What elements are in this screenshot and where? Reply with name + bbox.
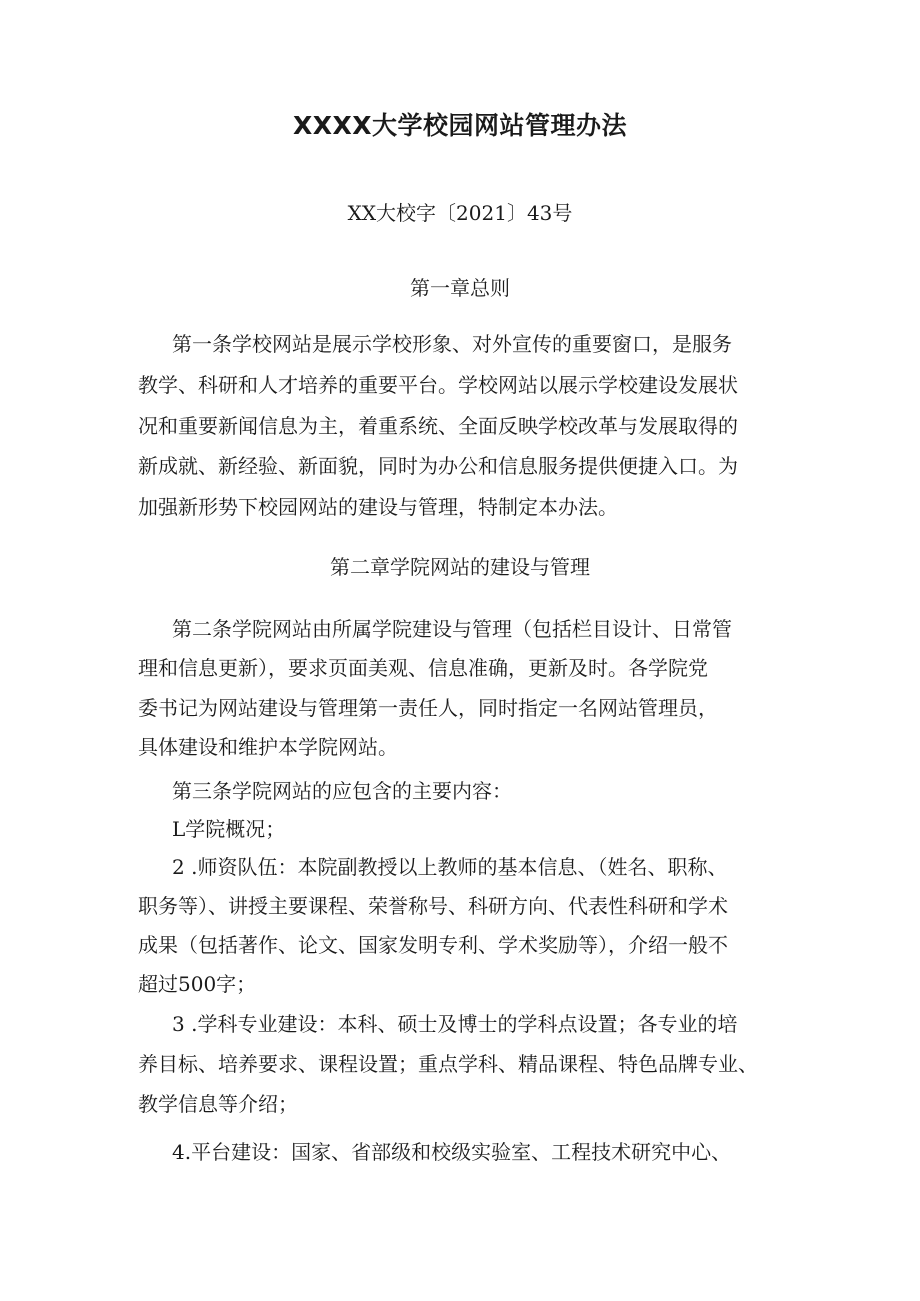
list-item-4	[138, 1132, 798, 1172]
list-item-line: 养目标、培养要求、课程设置；重点学科、精品课程、特色品牌专业、	[138, 1052, 758, 1076]
article-1-line: 第一条学校网站是展示学校形象、对外宣传的重要窗口，是服务	[172, 332, 732, 356]
list-item-line: 成果（包括著作、论文、国家发明专利、学术奖励等），介绍一般不	[138, 933, 728, 957]
list-item-2	[138, 848, 798, 1004]
chapter-2-heading: 第二章学院网站的建设与管理	[330, 555, 590, 579]
list-item-line: 超过500字；	[138, 972, 257, 996]
article-3-line: 第三条学院网站的应包含的主要内容：	[172, 779, 512, 803]
article-1-line: 教学、科研和人才培养的重要平台。学校网站以展示学校建设发展状	[138, 372, 738, 397]
article-1-line: 新成就、新经验、新面貌，同时为办公和信息服务提供便捷入口。为	[138, 454, 738, 479]
chapter-1-heading: 第一章总则	[410, 276, 510, 300]
list-item-line: 3 .学科专业建设：本科、硕士及博士的学科点设置；各专业的培	[172, 1012, 738, 1036]
article-2-paragraph	[138, 610, 798, 767]
list-item-line: 职务等）、讲授主要课程、荣誉称号、科研方向、代表性科研和学术	[138, 894, 728, 918]
article-1-line: 况和重要新闻信息为主，着重系统、全面反映学校改革与发展取得的	[138, 413, 738, 438]
document-number: XX大校字〔2021〕43号	[347, 201, 573, 225]
list-item-1	[138, 810, 798, 848]
document-title: XXXX大学校园网站管理办法	[292, 111, 628, 140]
article-3-paragraph	[138, 772, 798, 810]
article-2-line: 第二条学院网站由所属学院建设与管理（包括栏目设计、日常管	[172, 617, 732, 641]
list-item-line: 教学信息等介绍；	[138, 1092, 298, 1116]
article-2-line: 理和信息更新），要求页面美观、信息准确，更新及时。各学院党	[138, 656, 708, 681]
list-item-line: 4.平台建设：国家、省部级和校级实验室、工程技术研究中心、	[172, 1140, 732, 1164]
article-2-line: 委书记为网站建设与管理第一责任人，同时指定一名网站管理员，	[138, 695, 718, 720]
list-item-line: L学院概况；	[172, 817, 286, 841]
list-item-3	[138, 1004, 798, 1124]
article-1-line: 加强新形势下校园网站的建设与管理，特制定本办法。	[138, 495, 618, 520]
article-2-line: 具体建设和维护本学院网站。	[138, 734, 398, 759]
list-item-line: 2 .师资队伍：本院副教授以上教师的基本信息、（姓名、职称、	[172, 855, 728, 879]
article-1-paragraph	[138, 324, 798, 528]
